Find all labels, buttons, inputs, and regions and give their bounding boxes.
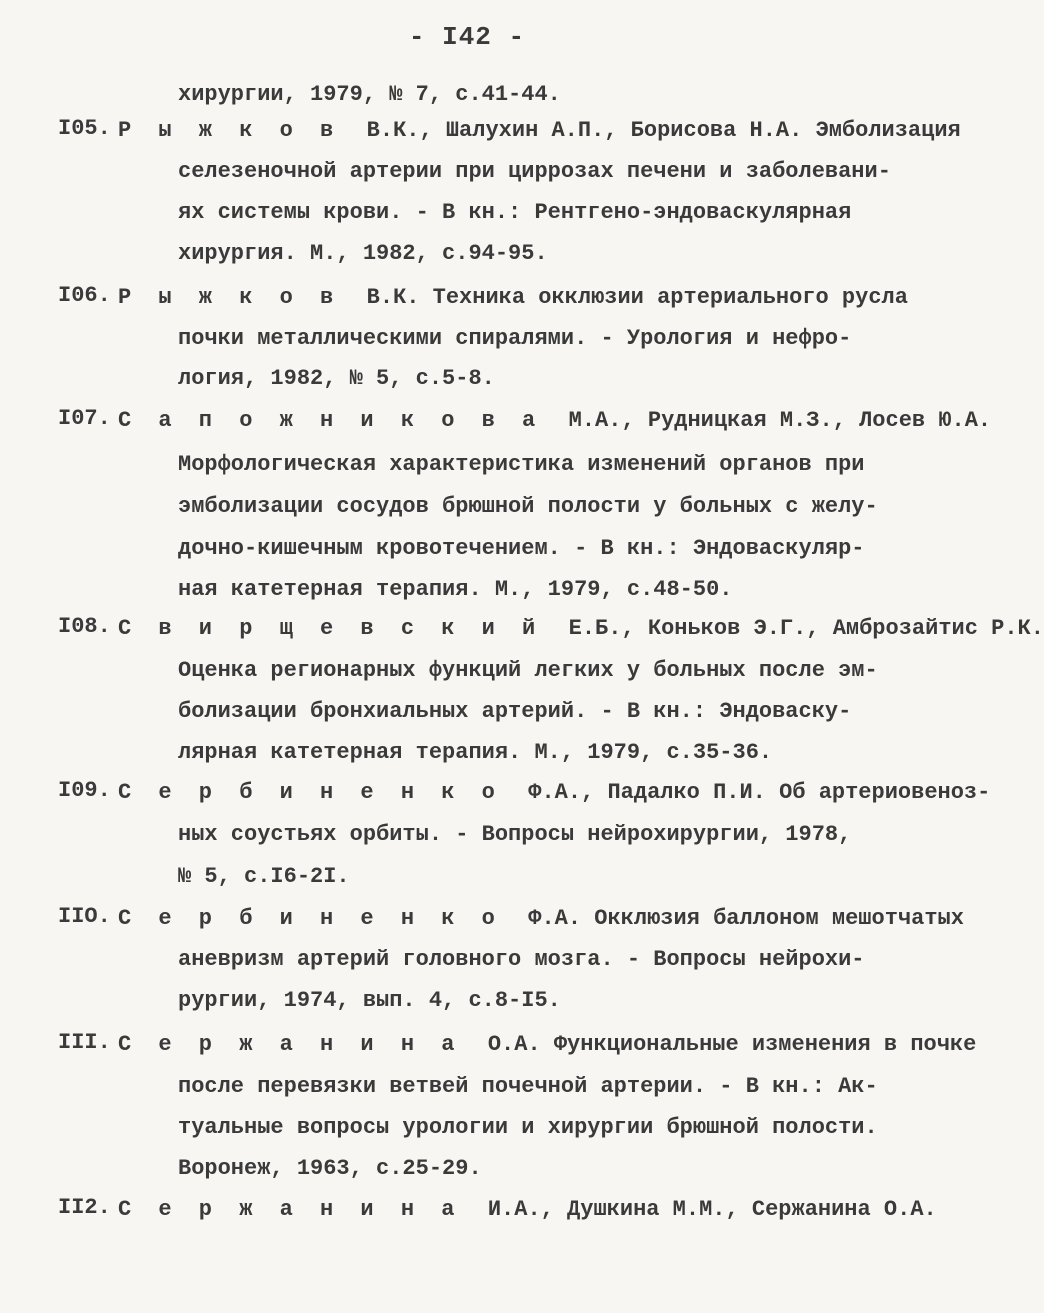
continuation-line: хирургии, 1979, № 7, с.41-44. (178, 82, 561, 107)
entry-first-line-text: Ф.А. Окклюзия баллоном мешотчатых (528, 906, 964, 931)
author-surname: С е р б и н е н к о (118, 906, 502, 931)
entry-line: селезеночной артерии при циррозах печени и заболевани- (178, 159, 891, 184)
entry-number: IIO. (58, 904, 111, 929)
entry-line: туальные вопросы урологии и хирургии брюшной полости. (178, 1115, 878, 1140)
entry-first-line (118, 1030, 976, 1060)
entry-first-line (118, 116, 961, 146)
entry-line: лярная катетерная терапия. М., 1979, с.35-36. (178, 740, 773, 765)
page-number: - I42 - (408, 22, 526, 52)
entry-number: I07. (58, 406, 111, 431)
entry-line: почки металлическими спиралями. - Урология и нефро- (178, 326, 852, 351)
entry-line: ных соустьях орбиты. - Вопросы нейрохирургии, 1978, (178, 822, 852, 847)
entry-line: ная катетерная терапия. М., 1979, с.48-50. (178, 577, 733, 602)
entry-line: Оценка регионарных функций легких у больных после эм- (178, 658, 878, 683)
entry-line: Воронеж, 1963, с.25-29. (178, 1156, 482, 1181)
author-surname: С а п о ж н и к о в а (118, 408, 543, 433)
entry-first-line (118, 1195, 937, 1225)
author-surname: С е р б и н е н к о (118, 780, 502, 805)
entry-number: II2. (58, 1195, 111, 1220)
entry-line: Морфологическая характеристика изменений органов при (178, 452, 865, 477)
entry-first-line (118, 406, 991, 436)
entry-line: рургии, 1974, вып. 4, с.8-I5. (178, 988, 561, 1013)
entry-first-line-text: М.А., Рудницкая М.З., Лосев Ю.А. (568, 408, 992, 433)
entry-number: III. (58, 1030, 111, 1055)
entry-line: № 5, с.I6-2I. (178, 864, 350, 889)
entry-first-line-text: В.К., Шалухин А.П., Борисова Н.А. Эмболизация (366, 118, 961, 143)
entry-number: I05. (58, 116, 111, 141)
entry-first-line-text: И.А., Душкина М.М., Сержанина О.А. (487, 1197, 937, 1222)
entry-first-line-text: Е.Б., Коньков Э.Г., Амброзайтис Р.К. (568, 616, 1044, 641)
entry-line: аневризм артерий головного мозга. - Вопросы нейрохи- (178, 947, 865, 972)
entry-first-line-text: О.А. Функциональные изменения в почке (487, 1032, 977, 1057)
author-surname: Р ы ж к о в (118, 118, 341, 143)
entry-number: I09. (58, 778, 111, 803)
entry-number: I08. (58, 614, 111, 639)
entry-number: I06. (58, 283, 111, 308)
entry-line: логия, 1982, № 5, с.5-8. (178, 366, 495, 391)
entry-line: хирургия. М., 1982, с.94-95. (178, 241, 548, 266)
entry-line: ях системы крови. - В кн.: Рентгено-эндоваскулярная (178, 200, 852, 225)
author-surname: С е р ж а н и н а (118, 1197, 462, 1222)
entry-line: после перевязки ветвей почечной артерии. - В кн.: Ак- (178, 1074, 878, 1099)
entry-first-line (118, 283, 908, 313)
entry-first-line-text: В.К. Техника окклюзии артериального русла (366, 285, 908, 310)
entry-first-line-text: Ф.А., Падалко П.И. Об артериовеноз- (528, 780, 991, 805)
entry-line: эмболизации сосудов брюшной полости у больных с желу- (178, 494, 878, 519)
entry-line: болизации бронхиальных артерий. - В кн.: Эндоваску- (178, 699, 852, 724)
entry-first-line (118, 614, 1044, 644)
entry-first-line (118, 778, 990, 808)
author-surname: С в и р щ е в с к и й (118, 616, 543, 641)
entry-first-line (118, 904, 964, 934)
author-surname: С е р ж а н и н а (118, 1032, 462, 1057)
entry-line: дочно-кишечным кровотечением. - В кн.: Эндоваскуляр- (178, 536, 865, 561)
author-surname: Р ы ж к о в (118, 285, 341, 310)
